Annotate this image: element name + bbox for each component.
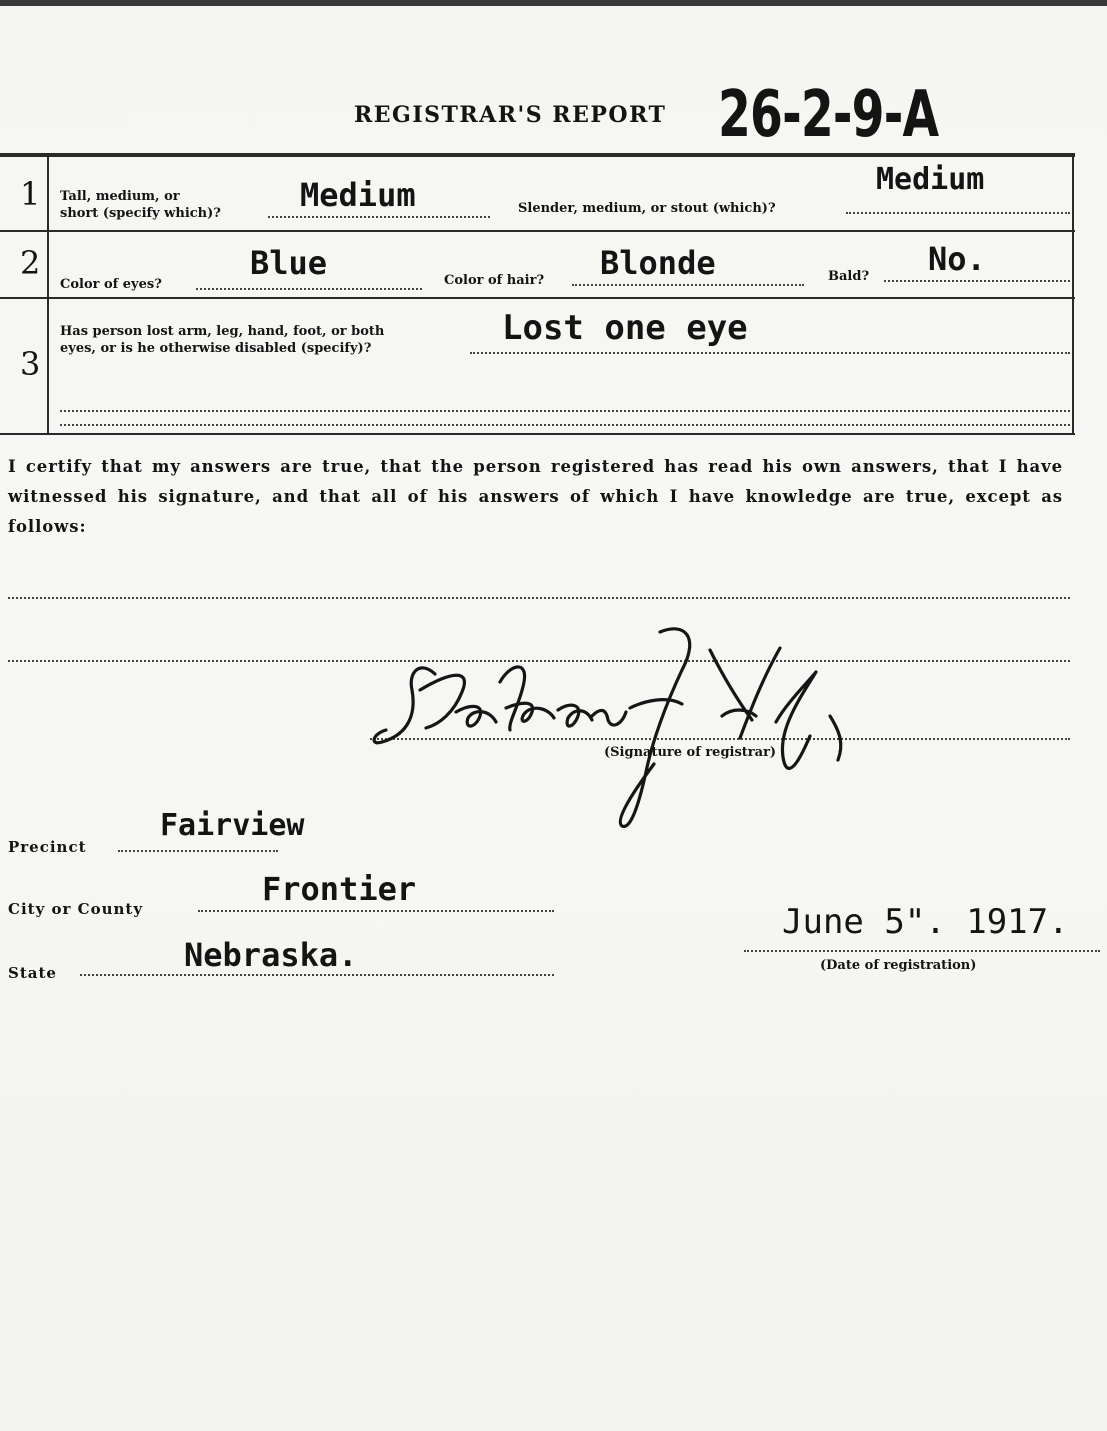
- disability-answer-line-3: [60, 424, 1070, 426]
- county-value: Frontier: [262, 870, 417, 908]
- eye-color-answer-line: [196, 288, 422, 290]
- exceptions-line-1: [8, 597, 1070, 599]
- report-title: REGISTRAR'S REPORT: [354, 102, 667, 128]
- table-top-rule: [0, 153, 1075, 157]
- top-edge: [0, 0, 1107, 6]
- table-bottom-rule: [0, 433, 1075, 435]
- precinct-value: Fairview: [160, 808, 305, 843]
- eye-color-question: Color of eyes?: [60, 277, 162, 292]
- disability-question-line-1: Has person lost arm, leg, hand, foot, or both: [60, 324, 385, 339]
- registration-date: June 5". 1917.: [782, 902, 1069, 942]
- build-question: Slender, medium, or stout (which)?: [518, 201, 776, 216]
- height-question: [60, 188, 221, 222]
- precinct-line: [118, 850, 278, 852]
- eye-color-answer: Blue: [250, 244, 328, 282]
- table-left-column-rule: [47, 155, 49, 435]
- county-label: City or County: [8, 900, 144, 918]
- state-line: [80, 974, 554, 976]
- table-right-rule: [1072, 155, 1074, 435]
- bald-answer-line: [884, 280, 1070, 282]
- height-question-line-1: Tall, medium, or: [60, 189, 180, 204]
- serial-number: 26-2-9-A: [718, 78, 939, 152]
- hair-color-answer-line: [572, 284, 804, 286]
- precinct-label: Precinct: [8, 838, 87, 856]
- row-number-2: 2: [20, 244, 41, 282]
- state-value: Nebraska.: [184, 936, 358, 974]
- build-answer-line: [846, 212, 1070, 214]
- certification-statement: I certify that my answers are true, that the person registered has read his own answers, that I have witnessed his signature, and that all of his answers of which I have knowledge are true, except as follows:: [8, 457, 1063, 536]
- bald-answer: No.: [928, 240, 986, 278]
- hair-color-answer: Blonde: [600, 244, 716, 282]
- hair-color-question: Color of hair?: [444, 273, 545, 288]
- row-number-1: 1: [20, 175, 41, 213]
- height-question-line-2: short (specify which)?: [60, 206, 221, 221]
- height-answer: Medium: [300, 176, 416, 214]
- bald-question: Bald?: [828, 269, 870, 284]
- build-answer: Medium: [876, 162, 985, 197]
- disability-question-line-2: eyes, or is he otherwise disabled (specify)?: [60, 341, 372, 356]
- row-1-bottom-rule: [0, 230, 1075, 232]
- disability-answer-line-1: [470, 352, 1070, 354]
- row-number-3: 3: [20, 345, 41, 383]
- disability-answer: Lost one eye: [502, 308, 748, 348]
- height-answer-line: [268, 216, 490, 218]
- row-2-bottom-rule: [0, 297, 1075, 299]
- registrar-signature: [360, 612, 920, 842]
- county-line: [198, 910, 554, 912]
- date-caption: (Date of registration): [820, 958, 977, 973]
- disability-answer-line-2: [60, 410, 1070, 412]
- disability-question: [60, 323, 384, 357]
- date-line: [744, 950, 1100, 952]
- signature-caption: (Signature of registrar): [604, 745, 777, 760]
- state-label: State: [8, 964, 57, 982]
